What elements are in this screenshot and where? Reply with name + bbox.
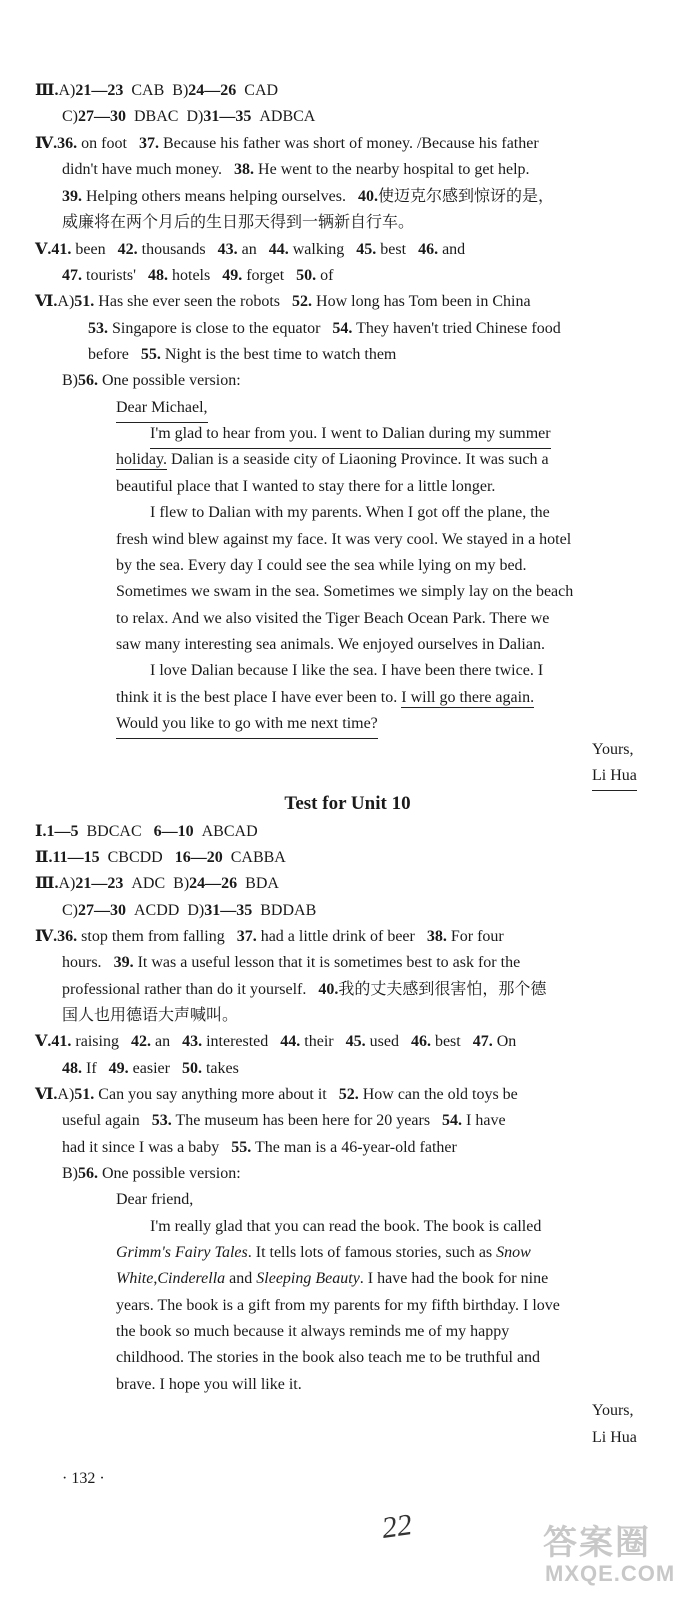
u9-section-4-line1: Ⅳ.36. on foot 37. Because his father was short of money. /Because his father	[35, 135, 539, 152]
u10-letter-greeting: Dear friend,	[116, 1191, 194, 1208]
u10-section-6-line3: had it since I was a baby 55. The man is a 46-year-old father	[62, 1139, 457, 1156]
u9-letter-line: Sometimes we swam in the sea. Sometimes we simply lay on the beach	[116, 583, 574, 600]
u10-letter-line: Grimm's Fairy Tales. It tells lots of famous stories, such as Snow	[116, 1244, 531, 1261]
u10-section-4-line3: professional rather than do it yourself. 40.我的丈夫感到很害怕，那个德	[62, 981, 547, 998]
u10-section-1: Ⅰ.1—5 BDCAC 6—10 ABCAD	[35, 823, 258, 840]
u10-letter-line: I'm really glad that you can read the book. The book is called	[150, 1218, 542, 1235]
u9-letter-line: saw many interesting sea animals. We enjoyed ourselves in Dalian.	[116, 636, 545, 653]
answer-item: 47. tourists'	[62, 267, 136, 284]
u10-section-6-line2: useful again 53. The museum has been here for 20 years 54. I have	[62, 1112, 506, 1129]
answer-item: 43. interested	[182, 1033, 269, 1050]
answer-item: 47. On	[472, 1033, 517, 1050]
u9-section-5-line2	[0, 263, 695, 289]
answer-item: 44. walking	[268, 241, 345, 258]
u9-section-4-line3: 39. Helping others means helping ourselves. 40.使迈克尔感到惊讶的是，	[62, 188, 554, 205]
u9-letter-line: I flew to Dalian with my parents. When I got off the plane, the	[150, 504, 550, 521]
unit-10-title: Test for Unit 10	[284, 793, 411, 814]
u9-letter-line: to relax. And we also visited the Tiger Beach Ocean Park. There we	[116, 610, 550, 627]
answer-item: 46. best	[410, 1033, 461, 1050]
u9-section-6-line2: 53. Singapore is close to the equator 54. They haven't tried Chinese food	[88, 320, 561, 337]
u10-letter-signature: Li Hua	[592, 1429, 637, 1446]
u9-letter-line: beautiful place that I wanted to stay there for a little longer.	[116, 478, 496, 495]
u9-letter-line: I'm glad to hear from you. I went to Dalian during my summer	[0, 421, 695, 447]
u10-letter-line: brave. I hope you will like it.	[116, 1376, 302, 1393]
u9-section-4-line4: 威廉将在两个月后的生日那天得到一辆新自行车。	[62, 214, 415, 231]
u9-letter-signature: Li Hua	[0, 763, 695, 789]
u10-letter-line: White,Cinderella and Sleeping Beauty. I have had the book for nine	[116, 1270, 549, 1287]
answer-item: 50. takes	[181, 1060, 239, 1077]
answer-item: 45. used	[345, 1033, 399, 1050]
u10-section-4-line1: Ⅳ.36. stop them from falling 37. had a little drink of beer 38. For four	[35, 928, 504, 945]
u10-letter-line: the book so much because it always reminds me of my happy	[116, 1323, 510, 1340]
u10-section-4-line2: hours. 39. It was a useful lesson that it is sometimes best to ask for the	[62, 954, 521, 971]
u10-section-5-line2	[0, 1056, 695, 1082]
u9-section-5-line1: Ⅴ.41. been 42. thousands 43. an 44. walking 45. best 46. and	[35, 241, 466, 258]
u9-letter-line: fresh wind blew against my face. It was very cool. We stayed in a hotel	[116, 531, 572, 548]
u10-letter-line: years. The book is a gift from my parents for my fifth birthday. I love	[116, 1297, 560, 1314]
u9-letter-line: holiday. Dalian is a seaside city of Liaoning Province. It was such a	[116, 451, 549, 468]
handwritten-mark: 22	[379, 1508, 415, 1545]
answer-item: 41. been	[51, 241, 106, 258]
answer-item: 48. hotels	[148, 267, 211, 284]
u9-section-6-line3: before 55. Night is the best time to watch them	[88, 346, 397, 363]
answer-item: 41. raising	[51, 1033, 119, 1050]
answer-item: 42. an	[130, 1033, 171, 1050]
u10-letter-closing: Yours,	[592, 1402, 634, 1419]
answer-item: 42. thousands	[117, 241, 206, 258]
u10-section-3a: Ⅲ.A)21—23 ADC B)24—26 BDA	[35, 875, 279, 892]
u10-section-6-line1: Ⅵ.A)51. Can you say anything more about it 52. How can the old toys be	[35, 1086, 518, 1103]
u9-letter-line: by the sea. Every day I could see the sea while lying on my bed.	[116, 557, 527, 574]
u9-letter-closing: Yours,	[592, 741, 634, 758]
u9-section-6b-header: B)56. One possible version:	[62, 372, 241, 389]
answer-item: 49. forget	[222, 267, 285, 284]
u10-letter-line: childhood. The stories in the book also teach me to be truthful and	[116, 1349, 541, 1366]
u10-section-6b-header: B)56. One possible version:	[62, 1165, 241, 1182]
answer-item: 50. of	[296, 267, 334, 284]
u9-letter-line: Would you like to go with me next time?	[0, 711, 695, 737]
u9-letter-line: think it is the best place I have ever been to. I will go there again.	[116, 689, 535, 706]
watermark-logo: 答案圈 MXQE.COM	[543, 1524, 676, 1586]
u9-section-3b: C)27—30 DBAC D)31—35 ADBCA	[62, 108, 316, 125]
u9-section-6-line1: Ⅵ.A)51. Has she ever seen the robots 52. How long has Tom been in China	[35, 293, 531, 310]
answer-item: 48. If	[62, 1060, 97, 1077]
answer-item: 45. best	[356, 241, 407, 258]
u9-section-3a: Ⅲ.A)21—23 CAB B)24—26 CAD	[35, 82, 279, 99]
page-number: · 132 ·	[62, 1470, 105, 1487]
answer-item: 46. and	[418, 241, 466, 258]
u10-section-3b: C)27—30 ACDD D)31—35 BDDAB	[62, 902, 317, 919]
u10-section-4-line4: 国人也用德语大声喊叫。	[62, 1007, 239, 1024]
u9-letter-line: I love Dalian because I like the sea. I have been there twice. I	[150, 662, 544, 679]
u10-section-2: Ⅱ.11—15 CBCDD 16—20 CABBA	[35, 849, 286, 866]
answer-item: 49. easier	[108, 1060, 170, 1077]
answer-item: 43. an	[217, 241, 257, 258]
u9-letter-greeting: Dear Michael,	[0, 395, 695, 421]
answer-item: 44. their	[280, 1033, 334, 1050]
u9-section-4-line2: didn't have much money. 38. He went to the nearby hospital to get help.	[62, 161, 530, 178]
u10-section-5-line1: Ⅴ.41. raising 42. an 43. interested 44. their 45. used 46. best 47. On	[35, 1033, 517, 1050]
